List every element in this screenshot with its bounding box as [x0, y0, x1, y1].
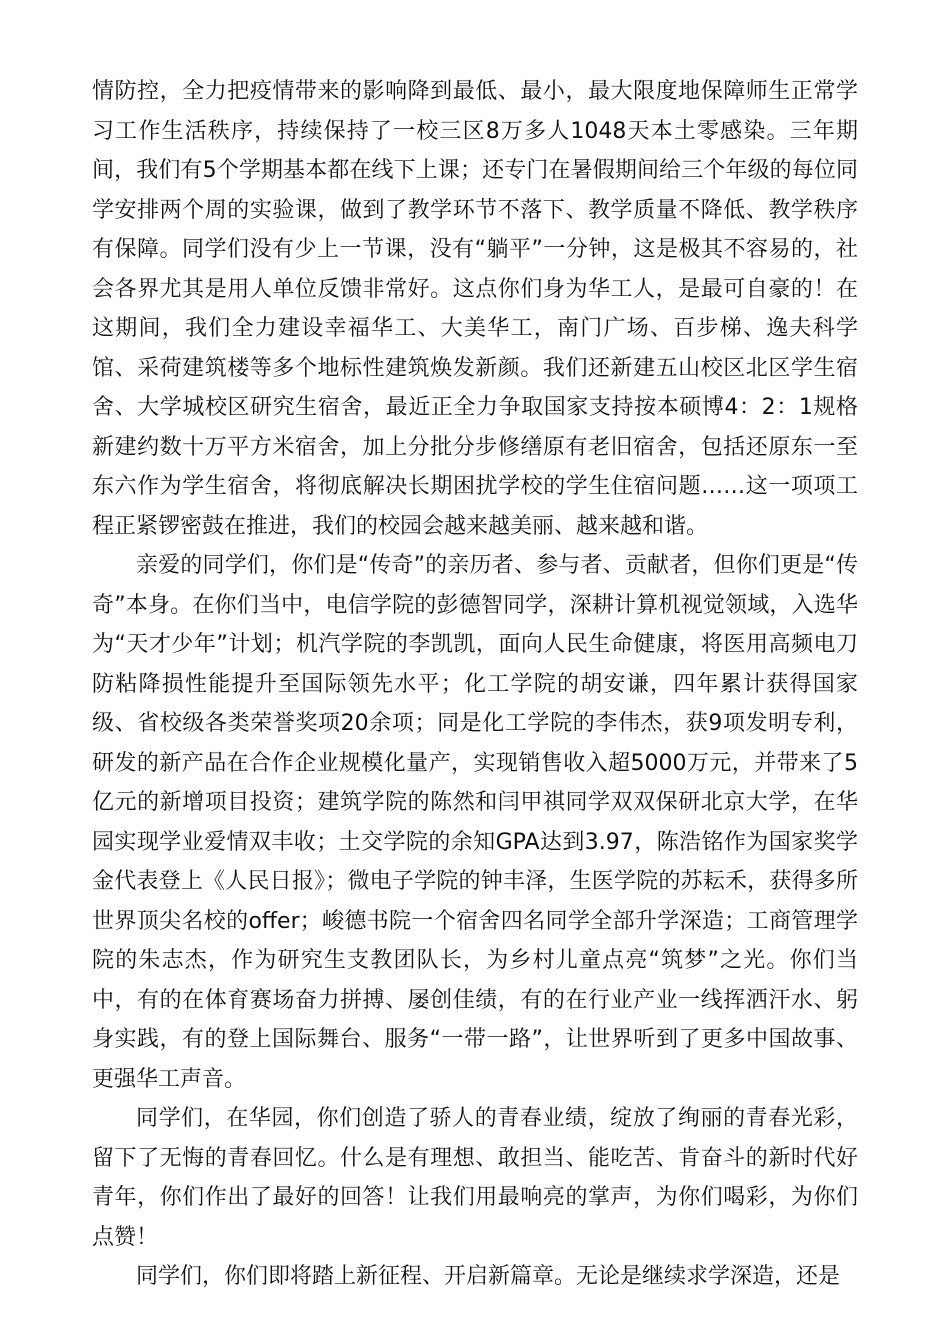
- paragraph-student-achievements: 亲爱的同学们，你们是“传奇”的亲历者、参与者、贡献者，但你们更是“传奇”本身。在你们当中，电信学院的彭德智同学，深耕计算机视觉领域，入选华为“天才少年”计划；机汽学院的李凯凯，面向人民生命健康，将医用高频电刀防粘降损性能提升至国际领先水平；化工学院的胡安谦，四年累计获得国家级、省校级各类荣誉奖项20余项；同是化工学院的李伟杰，获9项发明专利，研发的新产品在合作企业规模化量产，实现销售收入超5000万元，并带来了5亿元的新增项目投资；建筑学院的陈然和闫甲祺同学双双保研北京大学，在华园实现学业爱情双丰收；土交学院的余知GPA达到3.97，陈浩铭作为国家奖学金代表登上《人民日报》；微电子学院的钟丰泽，生医学院的苏耘禾，获得多所世界顶尖名校的offer；峻德书院一个宿舍四名同学全部升学深造；工商管理学院的朱志杰，作为研究生支教团队长，为乡村儿童点亮“筑梦”之光。你们当中，有的在体育赛场奋力拼搏、屡创佳绩，有的在行业产业一线挥洒汗水、躬身实践，有的登上国际舞台、服务“一带一路”，让世界听到了更多中国故事、更强华工声音。: [92, 553, 858, 1092]
- paragraph-youth-praise: 同学们，在华园，你们创造了骄人的青春业绩，绽放了绚丽的青春光彩，留下了无悔的青春回忆。什么是有理想、敢担当、能吃苦、肯奋斗的新时代好青年，你们作出了最好的回答！让我们用最响亮的掌声，为你们喝彩，为你们点赞！: [92, 1106, 858, 1250]
- document-page: [92, 72, 858, 1297]
- paragraph-epidemic-campus: 情防控，全力把疫情带来的影响降到最低、最小，最大限度地保障师生正常学习工作生活秩序，持续保持了一校三区8万多人1048天本土零感染。三年期间，我们有5个学期基本都在线下上课；还专门在暑假期间给三个年级的每位同学安排两个周的实验课，做到了教学环节不落下、教学质量不降低、教学秩序有保障。同学们没有少上一节课，没有“躺平”一分钟，这是极其不容易的，社会各界尤其是用人单位反馈非常好。这点你们身为华工人，是最可自豪的！在这期间，我们全力建设幸福华工、大美华工，南门广场、百步梯、逸夫科学馆、采荷建筑楼等多个地标性建筑焕发新颜。我们还新建五山校区北区学生宿舍、大学城校区研究生宿舍，最近正全力争取国家支持按本硕博4：2：1规格新建约数十万平方米宿舍，加上分批分步修缮原有老旧宿舍，包括还原东一至东六作为学生宿舍，将彻底解决长期困扰学校的学生住宿问题……这一项项工程正紧锣密鼓在推进，我们的校园会越来越美丽、越来越和谐。: [92, 79, 858, 539]
- paragraph-new-journey: 同学们，你们即将踏上新征程、开启新篇章。无论是继续求学深造，还是: [136, 1264, 841, 1289]
